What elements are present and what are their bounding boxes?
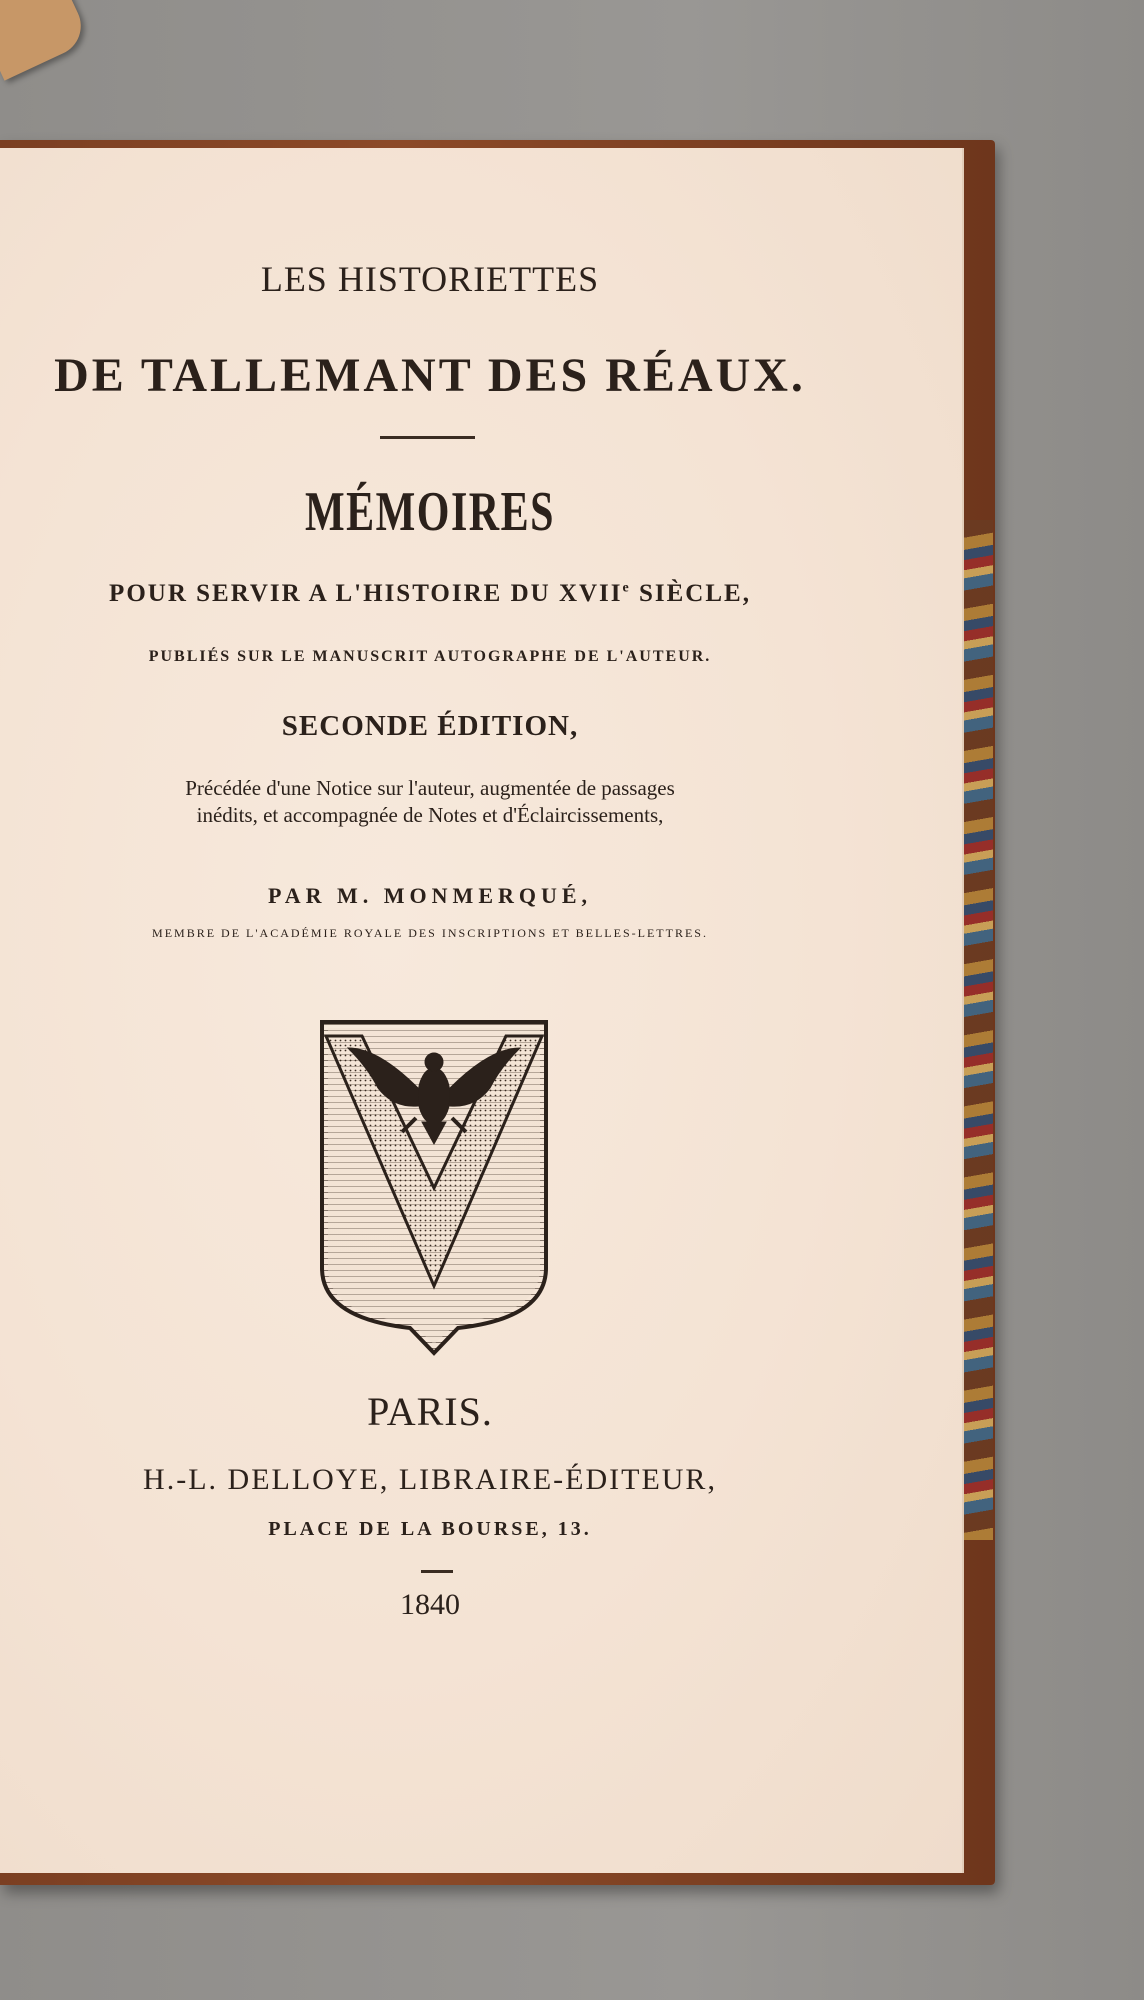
imprint-publisher: H.-L. DELLOYE, LIBRAIRE-ÉDITEUR, <box>143 1463 717 1496</box>
author-affiliation: MEMBRE DE L'ACADÉMIE ROYALE DES INSCRIPTIONS ET BELLES-LETTRES. <box>152 926 708 940</box>
coat-of-arms-eagle-chevron-icon <box>318 1018 550 1358</box>
marbled-edge <box>961 520 993 1540</box>
imprint-rule <box>421 1570 453 1573</box>
notice-line-2: inédits, et accompagnée de Notes et d'Éclaircissements, <box>196 803 664 827</box>
subtitle-line-post: SIÈCLE, <box>630 580 751 607</box>
imprint-city: PARIS. <box>367 1389 493 1434</box>
notice-line-1: Précédée d'une Notice sur l'auteur, augmentée de passages <box>185 776 675 800</box>
title-rule <box>380 436 475 439</box>
imprint-year: 1840 <box>400 1588 460 1621</box>
subtitle-line-sup: e <box>622 580 631 596</box>
published-note: PUBLIÉS SUR LE MANUSCRIT AUTOGRAPHE DE L'AUTEUR. <box>148 648 712 665</box>
subtitle-line <box>0 580 860 608</box>
author-line: PAR M. MONMERQUÉ, <box>267 883 593 908</box>
edition-line: SECONDE ÉDITION, <box>281 710 579 742</box>
paper-scrap <box>0 0 91 81</box>
imprint-address: PLACE DE LA BOURSE, 13. <box>268 1518 592 1540</box>
title-line-1: LES HISTORIETTES <box>260 259 600 299</box>
subtitle-memoires: MÉMOIRES <box>304 481 556 543</box>
subtitle-line-pre: POUR SERVIR A L'HISTOIRE DU XVII <box>109 580 623 607</box>
title-line-2: DE TALLEMANT DES RÉAUX. <box>54 349 806 402</box>
title-page <box>0 148 964 1873</box>
